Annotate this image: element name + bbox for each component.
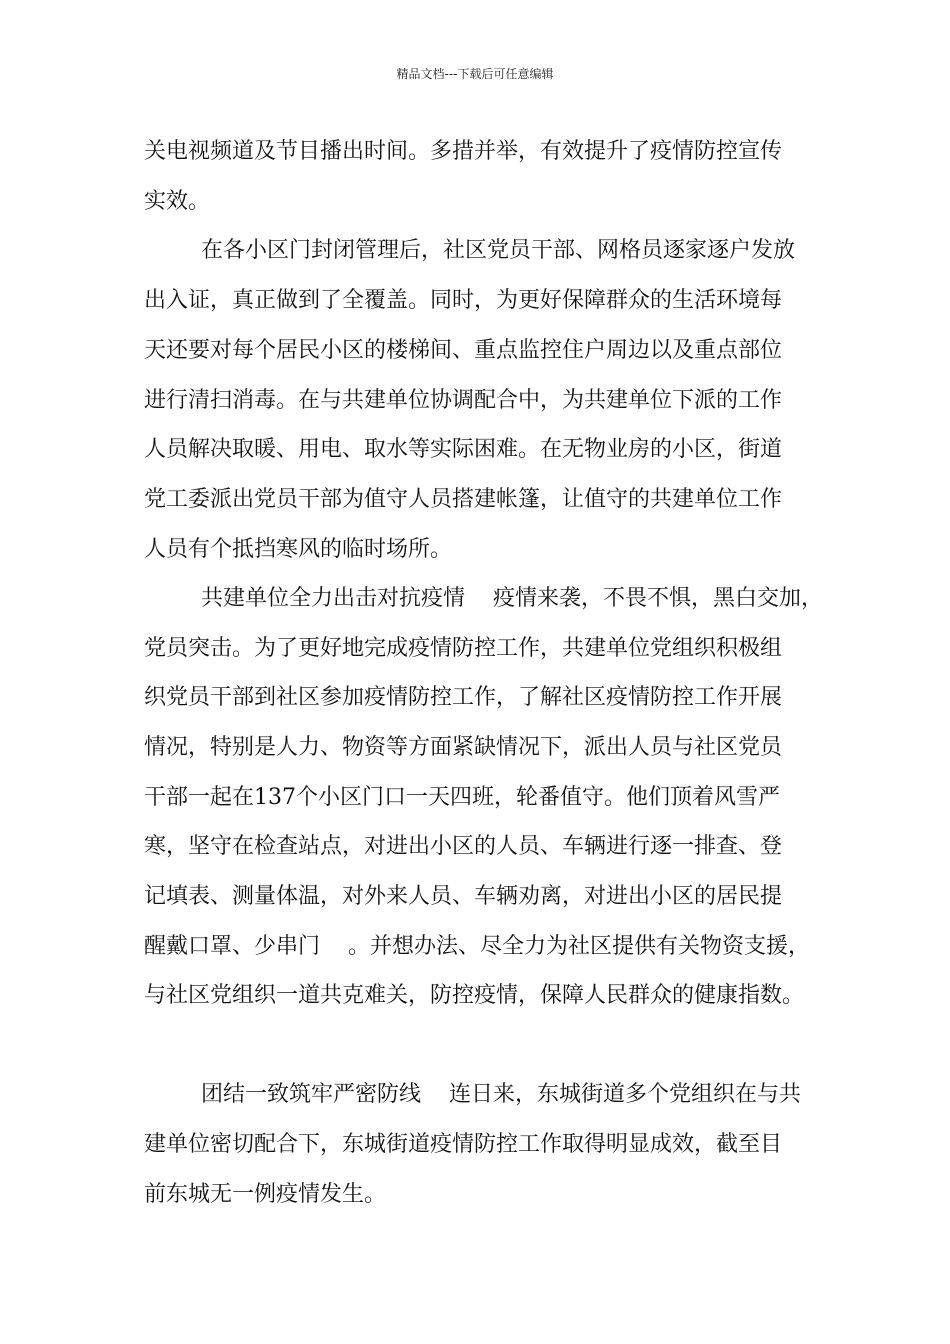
body-line: 寒，坚守在检查站点，对进出小区的人员、车辆进行逐一排查、登 xyxy=(144,834,783,859)
body-line: 在各小区门封闭管理后，社区党员干部、网格员逐家逐户发放 xyxy=(201,238,796,263)
body-line: 共建单位全力出击对抗疫情 疫情来袭，不畏不惧，黑白交加， xyxy=(201,586,823,611)
body-line: 党工委派出党员干部为值守人员搭建帐篷，让值守的共建单位工作 xyxy=(144,487,783,512)
body-line: 关电视频道及节目播出时间。多措并举，有效提升了疫情防控宣传 xyxy=(144,139,783,164)
body-line: 实效。 xyxy=(144,189,211,214)
body-line: 人员有个抵挡寒风的临时场所。 xyxy=(144,537,453,562)
body-line: 干部一起在137个小区门口一天四班，轮番值守。他们顶着风雪严 xyxy=(144,785,780,810)
body-line: 织党员干部到社区参加疫情防控工作，了解社区疫情防控工作开展 xyxy=(144,685,783,710)
body-line: 党员突击。为了更好地完成疫情防控工作，共建单位党组织积极组 xyxy=(144,636,783,661)
body-line: 醒戴口罩、少串门 。并想办法、尽全力为社区提供有关物资支援， xyxy=(144,934,810,959)
body-line: 天还要对每个居民小区的楼梯间、重点监控住户周边以及重点部位 xyxy=(144,338,783,363)
body-line: 前东城无一例疫情发生。 xyxy=(144,1182,387,1207)
body-line: 建单位密切配合下，东城街道疫情防控工作取得明显成效，截至目 xyxy=(144,1132,783,1157)
body-line: 出入证，真正做到了全覆盖。同时，为更好保障群众的生活环境每 xyxy=(144,288,783,313)
body-line: 人员解决取暖、用电、取水等实际困难。在无物业房的小区，街道 xyxy=(144,437,783,462)
body-line: 进行清扫消毒。在与共建单位协调配合中，为共建单位下派的工作 xyxy=(144,388,783,413)
body-line: 团结一致筑牢严密防线 连日来，东城街道多个党组织在与共 xyxy=(201,1082,801,1107)
body-line: 记填表、测量体温，对外来人员、车辆劝离，对进出小区的居民提 xyxy=(144,884,783,909)
body-line: 与社区党组织一道共克难关，防控疫情，保障人民群众的健康指数。 xyxy=(144,983,805,1008)
page-header: 精品文档---下载后可任意编辑 xyxy=(396,67,554,81)
body-line: 情况，特别是人力、物资等方面紧缺情况下，派出人员与社区党员 xyxy=(144,735,783,760)
